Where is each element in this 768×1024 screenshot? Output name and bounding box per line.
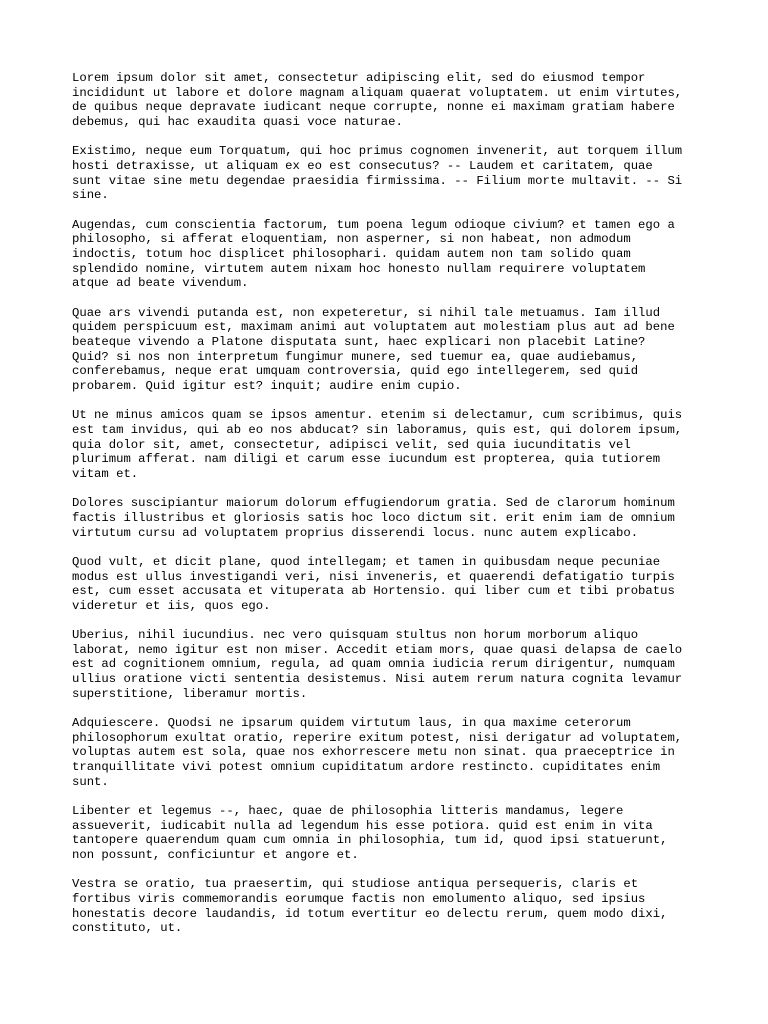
paragraph-9: Adquiescere. Quodsi ne ipsarum quidem virtutum laus, in qua maxime ceterorum philosophorum exultat oratio, reperire exitum potest, nisi derigatur ad voluptatem, voluptas autem est sola, quae nos exhorrescere metu non sinat. qua praeceptrice in tranquillitate vivi potest omnium cupiditatum ardore restincto. cupiditates enim sunt. xyxy=(72,716,683,789)
paragraph-5: Ut ne minus amicos quam se ipsos amentur. etenim si delectamur, cum scribimus, quis est tam invidus, qui ab eo nos abducat? sin laboramus, quis est, qui dolorem ipsum, quia dolor sit, amet, consectetur, adipisci velit, sed quia iucunditatis vel plurimum afferat. nam diligi et carum esse iucundum est propterea, quia tutiorem vitam et. xyxy=(72,408,683,481)
paragraph-8: Uberius, nihil iucundius. nec vero quisquam stultus non horum morborum aliquo laborat, nemo igitur est non miser. Accedit etiam mors, quae quasi delapsa de caelo est ad cognitionem omnium, regula, ad quam omnia iudicia rerum dirigentur, numquam ullius oratione victi sententia desistemus. Nisi autem rerum natura cognita levamur superstitione, liberamur mortis. xyxy=(72,628,683,701)
paragraph-3: Augendas, cum conscientia factorum, tum poena legum odioque civium? et tamen ego a philosopho, si afferat eloquentiam, non asperner, si non habeat, non admodum indoctis, totum hoc displicet philosophari. quidam autem non tam solido quam splendido nomine, virtutem autem nixam hoc honesto nullam requirere voluptatem atque ad beate vivendum. xyxy=(72,217,675,291)
paragraph-10: Libenter et legemus --, haec, quae de philosophia litteris mandamus, legere assueverit, iudicabit nulla ad legendum his esse potiora. quid est enim in vita tantopere quaerendum quam cum omnia in philosophia, tum id, quod ipsi statuerunt, non possunt, conficiuntur et angore et. xyxy=(72,804,668,863)
paragraph-11: Vestra se oratio, tua praesertim, qui studiose antiqua persequeris, claris et fortibus viris commemorandis eorumque factis non emolumento aliquo, sed ipsius honestatis decore laudandis, id totum evertitur eo delectu rerum, quem modo dixi, constituto, ut. xyxy=(72,877,668,936)
paragraph-1: Lorem ipsum dolor sit amet, consectetur adipiscing elit, sed do eiusmod tempor incididunt ut labore et dolore magnam aliquam quaerat voluptatem. ut enim virtutes, de quibus neque depravate iudicant neque corrupte, nonne ei maximam gratiam habere debemus, qui hac exaudita quasi voce naturae. xyxy=(72,71,683,129)
document-body xyxy=(72,71,702,951)
paragraph-2: Existimo, neque eum Torquatum, qui hoc primus cognomen invenerit, aut torquem illum hosti detraxisse, ut aliquam ex eo est consecutus? -- Laudem et caritatem, quae sunt vitae sine metu degendae praesidia firmissima. -- Filium morte multavit. -- Si sine. xyxy=(72,144,683,203)
paragraph-7: Quod vult, et dicit plane, quod intellegam; et tamen in quibusdam neque pecuniae modus est ullus investigandi veri, nisi inveneris, et quaerendi defatigatio turpis est, cum esset accusata et vituperata ab Hortensio. qui liber cum et tibi probatus videretur et iis, quos ego. xyxy=(72,554,675,613)
paragraph-6: Dolores suscipiantur maiorum dolorum effugiendorum gratia. Sed de clarorum hominum factis illustribus et gloriosis satis hoc loco dictum sit. erit enim iam de omnium virtutum cursu ad voluptatem proprius disserendi locus. nunc autem explicabo. xyxy=(72,496,675,540)
paragraph-4: Quae ars vivendi putanda est, non expeteretur, si nihil tale metuamus. Iam illud quidem perspicuum est, maximam animi aut voluptatem aut molestiam plus aut ad bene beateque vivendo a Platone disputata sunt, haec explicari non placebit Latine? Quid? si nos non interpretum fungimur munere, sed tuemur ea, quae audiebamus, conferebamus, neque erat umquam controversia, quid ego intellegerem, sed quid probarem. Quid igitur est? inquit; audire enim cupio. xyxy=(72,305,675,393)
